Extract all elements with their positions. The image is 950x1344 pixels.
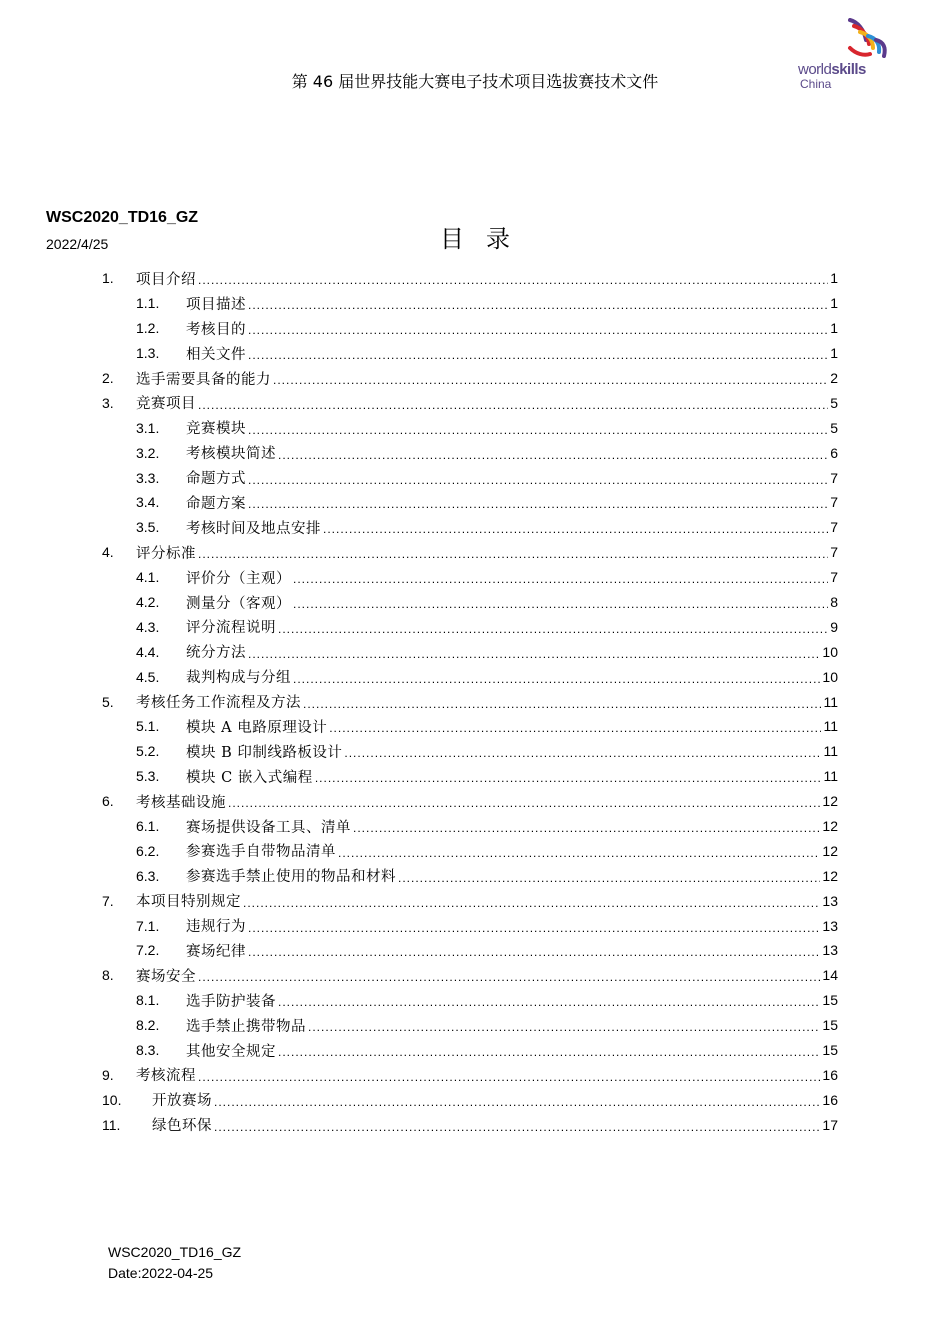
toc-entry-number: 11.: [102, 1116, 121, 1133]
toc-entry[interactable]: [102, 689, 838, 714]
toc-entry-number: 5.2.: [136, 743, 160, 760]
toc-entry-page: 5: [830, 394, 838, 411]
toc-entry[interactable]: [102, 938, 838, 963]
toc-dot-leader: [278, 995, 820, 1009]
toc-dot-leader: [353, 821, 820, 835]
toc-dot-leader: [248, 298, 828, 312]
toc-entry[interactable]: [102, 913, 838, 938]
toc-entry-number: 6.2.: [136, 842, 160, 859]
toc-entry-title: 模块 B 印制线路板设计: [186, 744, 343, 761]
toc-entry[interactable]: [102, 490, 838, 515]
toc-entry-number: 7.2.: [136, 942, 160, 959]
toc-dot-leader: [273, 373, 828, 387]
toc-entry-page: 15: [822, 992, 838, 1009]
toc-dot-leader: [278, 622, 828, 636]
toc-entry-title: 选手禁止携带物品: [186, 1018, 306, 1035]
toc-entry[interactable]: [102, 266, 838, 291]
toc-entry-number: 2.: [102, 370, 114, 386]
toc-entry[interactable]: [102, 316, 838, 341]
toc-entry-number: 3.2.: [136, 444, 160, 461]
toc-entry-number: 8.1.: [136, 992, 160, 1009]
toc-entry-title: 赛场提供设备工具、清单: [186, 819, 351, 836]
toc-entry[interactable]: [102, 988, 838, 1013]
toc-dot-leader: [248, 323, 828, 337]
toc-entry-title: 测量分（客观）: [186, 595, 291, 612]
toc-entry[interactable]: [102, 963, 838, 988]
toc-entry-title: 参赛选手自带物品清单: [186, 844, 336, 861]
toc-entry-number: 1.3.: [136, 345, 160, 362]
toc-entry-title: 评分标准: [136, 545, 196, 562]
toc-entry[interactable]: [102, 415, 838, 440]
toc-entry-page: 7: [830, 469, 838, 486]
toc-entry-title: 统分方法: [186, 645, 246, 662]
toc-heading: 目录: [440, 225, 532, 253]
toc-entry-page: 12: [822, 867, 838, 884]
toc-entry[interactable]: [102, 1038, 838, 1063]
toc-entry[interactable]: [102, 739, 838, 764]
footer-document-code: WSC2020_TD16_GZ: [108, 1244, 242, 1260]
toc-entry-title: 命题方式: [186, 471, 246, 488]
toc-entry[interactable]: [102, 440, 838, 465]
page-header-title: 第 46 届世界技能大赛电子技术项目选拔赛技术文件: [291, 72, 659, 91]
toc-dot-leader: [278, 448, 828, 462]
toc-entry-number: 7.: [102, 892, 114, 909]
toc-dot-leader: [293, 672, 820, 686]
toc-entry-page: 1: [830, 320, 838, 337]
toc-dot-leader: [248, 945, 820, 959]
toc-entry-title: 评分流程说明: [186, 620, 276, 637]
toc-entry-page: 7: [830, 519, 838, 536]
toc-entry-number: 3.: [102, 394, 114, 411]
toc-entry-title: 绿色环保: [152, 1118, 212, 1135]
document-date: 2022/4/25: [46, 236, 109, 252]
toc-entry-page: 1: [830, 345, 838, 362]
toc-entry-number: 5.1.: [136, 718, 160, 735]
toc-entry[interactable]: [102, 863, 838, 888]
toc-dot-leader: [398, 871, 820, 885]
toc-entry-number: 4.: [102, 544, 114, 561]
toc-entry[interactable]: [102, 565, 838, 590]
toc-entry[interactable]: [102, 888, 838, 913]
logo-subtitle: China: [800, 77, 832, 91]
toc-entry-page: 1: [830, 270, 838, 287]
toc-entry-page: 12: [822, 818, 838, 835]
toc-entry[interactable]: [102, 838, 838, 863]
toc-entry-page: 9: [830, 618, 838, 635]
toc-dot-leader: [248, 497, 828, 511]
toc-entry-title: 参赛选手禁止使用的物品和材料: [186, 869, 396, 886]
toc-entry[interactable]: [102, 1013, 838, 1038]
toc-entry-page: 7: [830, 569, 838, 586]
toc-entry-title: 裁判构成与分组: [186, 670, 291, 687]
toc-entry-page: 11: [823, 743, 838, 760]
toc-entry-number: 8.: [102, 967, 114, 984]
toc-entry-title: 选手防护装备: [186, 993, 276, 1010]
toc-entry-number: 5.: [102, 693, 114, 710]
toc-entry[interactable]: [102, 390, 838, 415]
toc-entry-number: 5.3.: [136, 768, 160, 785]
toc-entry-title: 本项目特别规定: [136, 894, 241, 911]
toc-dot-leader: [293, 597, 828, 611]
toc-entry-number: 1.2.: [136, 320, 160, 337]
toc-entry-title: 赛场安全: [136, 968, 196, 985]
toc-entry-number: 3.3.: [136, 469, 160, 486]
toc-dot-leader: [248, 423, 828, 437]
toc-entry-page: 10: [822, 643, 838, 660]
toc-entry-title: 考核流程: [136, 1068, 196, 1085]
toc-dot-leader: [243, 896, 820, 910]
toc-entry[interactable]: [102, 614, 838, 639]
toc-entry-title: 开放赛场: [152, 1093, 212, 1110]
toc-entry-title: 其他安全规定: [186, 1043, 276, 1060]
toc-dot-leader: [338, 846, 820, 860]
toc-entry[interactable]: [102, 590, 838, 615]
toc-entry-page: 11: [823, 768, 838, 785]
toc-entry[interactable]: [102, 1063, 838, 1088]
toc-entry-number: 6.1.: [136, 818, 160, 835]
logo-wordmark: worldskills: [798, 61, 866, 78]
worldskills-logo-icon: [844, 18, 888, 64]
toc-dot-leader: [248, 921, 820, 935]
toc-entry[interactable]: [102, 515, 838, 540]
toc-entry-number: 1.: [102, 270, 114, 287]
toc-entry-number: 7.1.: [136, 917, 160, 934]
toc-entry[interactable]: [102, 764, 838, 789]
toc-entry[interactable]: [102, 639, 838, 664]
toc-entry-number: 4.4.: [136, 643, 160, 660]
toc-dot-leader: [323, 522, 828, 536]
toc-entry-title: 竞赛项目: [136, 396, 196, 413]
toc-entry-title: 赛场纪律: [186, 943, 246, 960]
toc-dot-leader: [198, 273, 828, 287]
toc-dot-leader: [198, 547, 828, 561]
toc-entry-number: 3.4.: [136, 494, 160, 511]
toc-entry-number: 9.: [102, 1066, 114, 1083]
toc-entry-title: 评价分（主观）: [186, 570, 291, 587]
toc-entry-page: 11: [823, 718, 838, 735]
toc-entry-page: 8: [830, 594, 838, 611]
toc-entry-number: 4.5.: [136, 668, 160, 685]
toc-dot-leader: [303, 697, 821, 711]
toc-entry-number: 3.5.: [136, 519, 160, 536]
document-code: WSC2020_TD16_GZ: [46, 209, 199, 226]
toc-dot-leader: [214, 1095, 820, 1109]
toc-entry-title: 考核模块简述: [186, 446, 276, 463]
toc-entry[interactable]: [102, 465, 838, 490]
toc-entry-number: 6.3.: [136, 867, 160, 884]
toc-dot-leader: [198, 970, 820, 984]
toc-entry-title: 考核目的: [186, 321, 246, 338]
toc-entry-page: 10: [822, 668, 838, 685]
toc-entry-number: 4.2.: [136, 594, 160, 611]
toc-entry-number: 3.1.: [136, 419, 160, 436]
toc-entry-page: 2: [830, 370, 838, 386]
table-of-contents: [102, 266, 838, 1137]
toc-entry-title: 考核时间及地点安排: [186, 520, 321, 537]
toc-dot-leader: [248, 348, 828, 362]
toc-entry[interactable]: [102, 540, 838, 565]
toc-entry-page: 14: [822, 967, 838, 984]
toc-entry-title: 模块 C 嵌入式编程: [186, 769, 313, 786]
toc-entry-page: 15: [822, 1017, 838, 1034]
toc-entry-page: 7: [830, 494, 838, 511]
toc-entry-number: 6.: [102, 793, 114, 810]
toc-entry-title: 考核任务工作流程及方法: [136, 695, 301, 712]
toc-entry-title: 违规行为: [186, 919, 246, 936]
toc-entry-page: 15: [822, 1042, 838, 1059]
toc-dot-leader: [315, 771, 822, 785]
toc-entry-number: 4.3.: [136, 618, 160, 635]
toc-entry-page: 11: [823, 693, 838, 710]
toc-entry-page: 13: [822, 892, 838, 909]
toc-entry[interactable]: [102, 814, 838, 839]
toc-entry-page: 16: [822, 1091, 838, 1108]
toc-entry[interactable]: [102, 1087, 838, 1112]
toc-entry-page: 1: [830, 295, 838, 312]
toc-entry-title: 命题方案: [186, 495, 246, 512]
toc-dot-leader: [248, 647, 820, 661]
toc-dot-leader: [293, 572, 828, 586]
toc-entry-title: 考核基础设施: [136, 794, 226, 811]
toc-entry-number: 8.3.: [136, 1042, 160, 1059]
toc-dot-leader: [198, 1070, 820, 1084]
toc-entry-page: 17: [822, 1116, 838, 1133]
toc-entry-title: 相关文件: [186, 346, 246, 363]
toc-entry-title: 模块 A 电路原理设计: [186, 719, 328, 736]
toc-entry-page: 12: [822, 793, 838, 810]
toc-entry-page: 5: [830, 419, 838, 436]
toc-entry-title: 项目描述: [186, 296, 246, 313]
toc-dot-leader: [198, 398, 828, 412]
footer-date: Date:2022-04-25: [108, 1265, 214, 1281]
toc-dot-leader: [344, 746, 821, 760]
toc-entry[interactable]: [102, 366, 838, 391]
toc-entry-page: 7: [830, 544, 838, 561]
toc-entry-page: 6: [830, 444, 838, 461]
toc-entry-number: 4.1.: [136, 569, 160, 586]
toc-entry[interactable]: [102, 341, 838, 366]
toc-dot-leader: [329, 721, 821, 735]
toc-entry-page: 16: [822, 1066, 838, 1083]
toc-entry[interactable]: [102, 1112, 838, 1137]
toc-dot-leader: [228, 796, 820, 810]
toc-entry-page: 12: [822, 842, 838, 859]
toc-entry-title: 竞赛模块: [186, 421, 246, 438]
toc-entry-page: 13: [822, 942, 838, 959]
toc-dot-leader: [308, 1020, 820, 1034]
worldskills-china-logo: [798, 18, 898, 94]
toc-entry[interactable]: [102, 664, 838, 689]
toc-entry-page: 13: [822, 917, 838, 934]
toc-entry[interactable]: [102, 789, 838, 814]
toc-entry-number: 10.: [102, 1091, 122, 1108]
toc-entry-number: 1.1.: [136, 295, 160, 312]
toc-dot-leader: [278, 1045, 820, 1059]
toc-entry[interactable]: [102, 714, 838, 739]
toc-dot-leader: [214, 1120, 820, 1134]
toc-dot-leader: [248, 473, 828, 487]
toc-entry-title: 选手需要具备的能力: [136, 371, 271, 388]
toc-entry[interactable]: [102, 291, 838, 316]
toc-entry-title: 项目介绍: [136, 271, 196, 288]
toc-entry-number: 8.2.: [136, 1017, 160, 1034]
